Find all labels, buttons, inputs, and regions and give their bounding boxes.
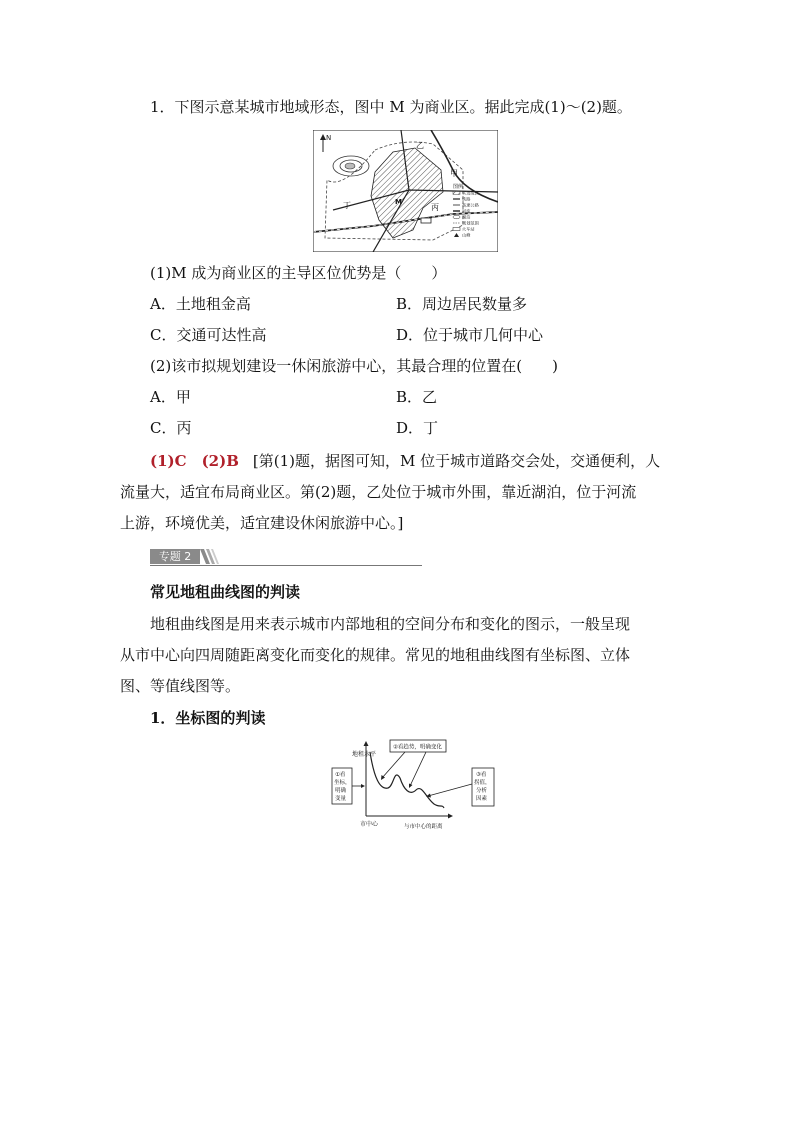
svg-text:③看: ③看 xyxy=(476,772,487,778)
svg-text:高速公路: 高速公路 xyxy=(462,202,479,208)
answer-explanation-line-1: [第(1)题，据图可知，M 位于城市道路交会处，交通便利，人 xyxy=(252,452,661,470)
north-label: N xyxy=(326,134,332,142)
q2-option-c: C．丙 xyxy=(150,419,192,437)
map-label-ding: 丁 xyxy=(343,201,351,210)
question-1-stem: 1．下图示意某城市地域形态，图中 M 为商业区。据此完成(1)～(2)题。 xyxy=(150,98,632,116)
section-tag: 专题 2 xyxy=(150,549,200,564)
q2-option-b: B．乙 xyxy=(396,388,438,406)
sub-section-title: 1．坐标图的判读 xyxy=(150,709,266,727)
map-label-m: M xyxy=(395,198,402,206)
section-title: 常见地租曲线图的判读 xyxy=(150,583,301,601)
svg-text:②看趋势，明确变化: ②看趋势，明确变化 xyxy=(393,744,442,751)
sub-question-2: (2)该市拟规划建设一休闲旅游中心，其最合理的位置在( ) xyxy=(150,357,558,375)
svg-text:因素: 因素 xyxy=(476,796,488,802)
svg-text:明确: 明确 xyxy=(335,788,347,794)
x-origin-label: 市中心 xyxy=(360,821,379,828)
section-para-line-3: 图、等值线图等。 xyxy=(120,677,241,695)
map-label-jia: 甲 xyxy=(450,169,458,178)
y-axis-label: 地租水平 xyxy=(352,751,377,758)
x-axis-label: 与市中心的距离 xyxy=(404,824,443,830)
svg-text:火车站: 火车站 xyxy=(462,226,475,232)
svg-text:坐标，: 坐标， xyxy=(334,780,351,786)
svg-text:变量: 变量 xyxy=(335,796,347,802)
svg-text:山峰: 山峰 xyxy=(462,232,471,238)
svg-text:铁路: 铁路 xyxy=(462,196,471,202)
section-para-line-1: 地租曲线图是用来表示城市内部地租的空间分布和变化的图示，一般呈现 xyxy=(150,615,631,633)
svg-text:分析: 分析 xyxy=(476,788,488,794)
train-station-icon xyxy=(421,218,431,223)
city-map-figure xyxy=(313,130,498,252)
answer-key: (1)C (2)B xyxy=(150,452,239,470)
q2-option-a: A．甲 xyxy=(150,388,191,406)
answer-block xyxy=(150,451,660,471)
q1-option-d: D．位于城市几何中心 xyxy=(396,326,544,344)
svg-text:湖泊: 湖泊 xyxy=(462,214,471,220)
svg-text:河流: 河流 xyxy=(462,208,471,214)
svg-text:规划范围: 规划范围 xyxy=(462,220,479,226)
answer-explanation-line-3: 上游，环境优美，适宜建设休闲旅游中心。] xyxy=(120,514,404,532)
map-label-bing: 丙 xyxy=(431,203,439,212)
section-para-line-2: 从市中心向四周随距离变化而变化的规律。常见的地租曲线图有坐标图、立体 xyxy=(120,646,631,664)
rent-curve-diagram xyxy=(330,738,502,832)
section-rule xyxy=(150,565,422,566)
rent-curve xyxy=(370,752,444,808)
q1-option-b: B．周边居民数量多 xyxy=(396,295,528,313)
svg-text:图例: 图例 xyxy=(453,184,464,190)
map-label-yi: 乙 xyxy=(416,141,424,150)
q2-option-d: D．丁 xyxy=(396,419,439,437)
answer-explanation-line-2: 流量大，适宜布局商业区。第(2)题，乙处位于城市外围，靠近湖泊，位于河流 xyxy=(120,483,637,501)
svg-text:拐值，: 拐值， xyxy=(474,780,491,786)
sub-question-1: (1)M 成为商业区的主导区位优势是（ ） xyxy=(150,264,447,282)
q1-option-a: A．土地租金高 xyxy=(150,295,251,313)
svg-text:①看: ①看 xyxy=(335,772,346,778)
section-tag-stripes-icon xyxy=(200,549,220,564)
q1-option-c: C．交通可达性高 xyxy=(150,326,267,344)
svg-text:实边缘区: 实边缘区 xyxy=(462,190,479,196)
